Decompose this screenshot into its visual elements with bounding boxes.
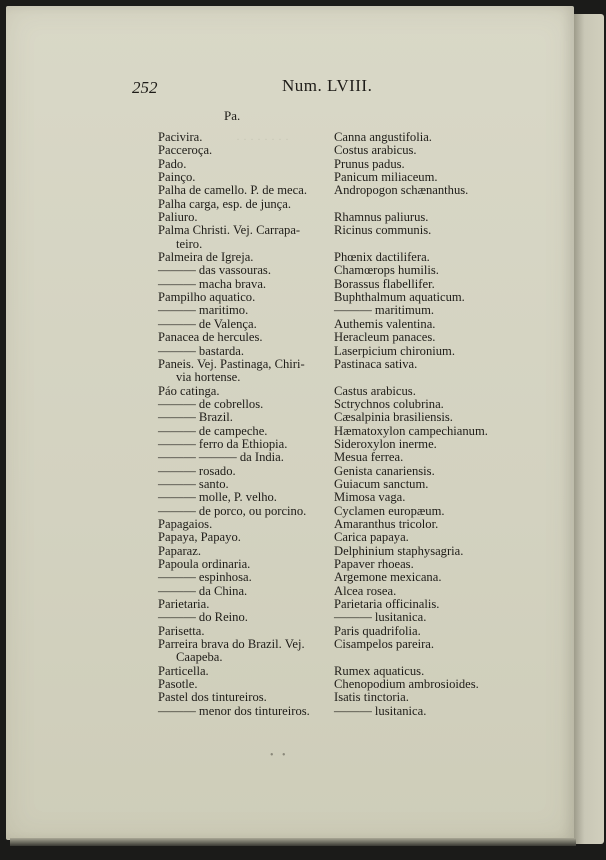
entry: Parreira brava do Brazil. Vej. xyxy=(158,637,305,652)
entry: Phœnix dactilifera. xyxy=(334,250,430,265)
entry: ——— maritimum. xyxy=(334,303,435,318)
entry: Parisetta. xyxy=(158,623,205,638)
entry: Papoula ordinaria. xyxy=(158,557,251,571)
entry: Pasotle. xyxy=(158,677,198,692)
entry: Cyclamen europæum. xyxy=(334,503,445,518)
entry: ——— menor dos tintureiros. xyxy=(158,703,310,718)
entry: Guiacum sanctum. xyxy=(334,476,429,491)
entry: Papaya, Papayo. xyxy=(158,530,241,545)
running-head: Num. LVIII. xyxy=(282,76,373,95)
entry: ——— macha brava. xyxy=(158,276,267,291)
entry: ——— de Valença. xyxy=(158,316,257,331)
entry: Canna angustifolia. xyxy=(334,130,432,144)
entry: Paparaz. xyxy=(158,543,202,558)
entry: Authemis valentina. xyxy=(334,316,436,331)
entry: via hortense. xyxy=(176,370,241,385)
entry: ——— rosado. xyxy=(158,463,236,478)
entry: Cisampelos pareira. xyxy=(334,637,435,652)
entry: ——— de cobrellos. xyxy=(158,396,264,411)
entry xyxy=(334,371,524,384)
entry: Pacivira. xyxy=(158,130,203,144)
entry: Pampilho aquatico. xyxy=(158,290,256,305)
entry: ——— do Reino. xyxy=(158,610,248,625)
entry: Papagaios. xyxy=(158,516,213,531)
entry: Argemone mexicana. xyxy=(334,570,442,585)
entry: Palmeira de Igreja. xyxy=(158,250,254,265)
entry: ——— bastarda. xyxy=(158,343,245,358)
entry: Genista canariensis. xyxy=(334,463,435,478)
entry: Pacceroça. xyxy=(158,143,213,158)
entry: Heracleum panaces. xyxy=(334,330,436,345)
entry: Chenopodium ambrosioides. xyxy=(334,677,479,692)
entry: ——— de porco, ou porcino. xyxy=(158,503,307,518)
entry: ——— lusitanica. xyxy=(334,703,427,718)
entry: Rumex aquaticus. xyxy=(334,663,425,678)
entry: Pastel dos tintureiros. xyxy=(158,690,267,705)
entry: ——— lusitanica. xyxy=(334,610,427,625)
entry: Rhamnus paliurus. xyxy=(334,210,429,225)
entry: Costus arabicus. xyxy=(334,143,417,158)
entry: Parietaria. xyxy=(158,597,210,612)
entry xyxy=(334,198,524,211)
entry: Sideroxylon inerme. xyxy=(334,436,437,451)
entry: Borassus flabellifer. xyxy=(334,276,435,291)
footer-mark: • • xyxy=(270,750,289,761)
entry: ——— maritimo. xyxy=(158,303,249,318)
entry: Amaranthus tricolor. xyxy=(334,516,439,531)
entry: Palha de camello. P. de meca. xyxy=(158,183,307,198)
entry: ——— Brazil. xyxy=(158,410,233,425)
entry: ——— das vassouras. xyxy=(158,263,271,278)
entry: Paneis. Vej. Pastinaga, Chiri- xyxy=(158,356,305,371)
entry: Chamœrops humilis. xyxy=(334,263,439,278)
entry: Delphinium staphysagria. xyxy=(334,543,464,558)
entry: Pado. xyxy=(158,156,187,171)
entry: Castus arabicus. xyxy=(334,383,416,398)
entry: Buphthalmum aquaticum. xyxy=(334,290,465,305)
entry: ——— ferro da Ethiopia. xyxy=(158,436,288,451)
entry: Andropogon schænanthus. xyxy=(334,183,469,198)
entry: ——— molle, P. velho. xyxy=(158,490,277,505)
entry: teiro. xyxy=(176,236,203,251)
entry: Palma Christi. Vej. Carrapa- xyxy=(158,223,301,238)
entry: Prunus padus. xyxy=(334,156,405,171)
entry xyxy=(334,238,524,251)
entry: Papaver rhoeas. xyxy=(334,557,414,571)
entry: Ricinus communis. xyxy=(334,223,432,238)
show-through-text: · · · · · · · · xyxy=(236,132,289,146)
page-bottom-edge xyxy=(10,838,576,846)
entry: Sctrychnos colubrina. xyxy=(334,396,444,411)
entry: Parietaria officinalis. xyxy=(334,597,440,612)
entry: Mesua ferrea. xyxy=(334,450,404,465)
entry: Panacea de hercules. xyxy=(158,330,263,345)
entry: ——— de campeche. xyxy=(158,423,268,438)
entry: Panicum miliaceum. xyxy=(334,170,438,185)
entry: Cæsalpinia brasiliensis. xyxy=(334,410,453,425)
entry: ——— espinhosa. xyxy=(158,570,252,585)
entry xyxy=(334,651,524,664)
entry: Paris quadrifolia. xyxy=(334,623,421,638)
latin-names-column xyxy=(334,131,524,718)
entry: Paliuro. xyxy=(158,210,198,225)
entry: Caapeba. xyxy=(176,650,223,665)
entry: ——— santo. xyxy=(158,476,229,491)
entry: Hæmatoxylon campechianum. xyxy=(334,423,488,438)
entry: Alcea rosea. xyxy=(334,583,397,598)
portuguese-names-column xyxy=(158,131,328,718)
entry: ——— ——— da India. xyxy=(158,450,284,465)
entry: Laserpicium chironium. xyxy=(334,343,456,358)
entry: Carica papaya. xyxy=(334,530,409,545)
entry: Mimosa vaga. xyxy=(334,490,406,505)
entry: ——— da China. xyxy=(158,583,248,598)
entry: Pastinaca sativa. xyxy=(334,356,418,371)
page-number: 252 xyxy=(132,78,158,97)
section-heading: Pa. xyxy=(224,108,241,123)
entry: Páo catinga. xyxy=(158,383,220,398)
entry: Particella. xyxy=(158,663,209,678)
adjacent-page-edge xyxy=(574,14,604,844)
entry: Palha carga, esp. de junça. xyxy=(158,196,291,211)
entry: Isatis tinctoria. xyxy=(334,690,409,705)
entry: Painço. xyxy=(158,170,196,185)
